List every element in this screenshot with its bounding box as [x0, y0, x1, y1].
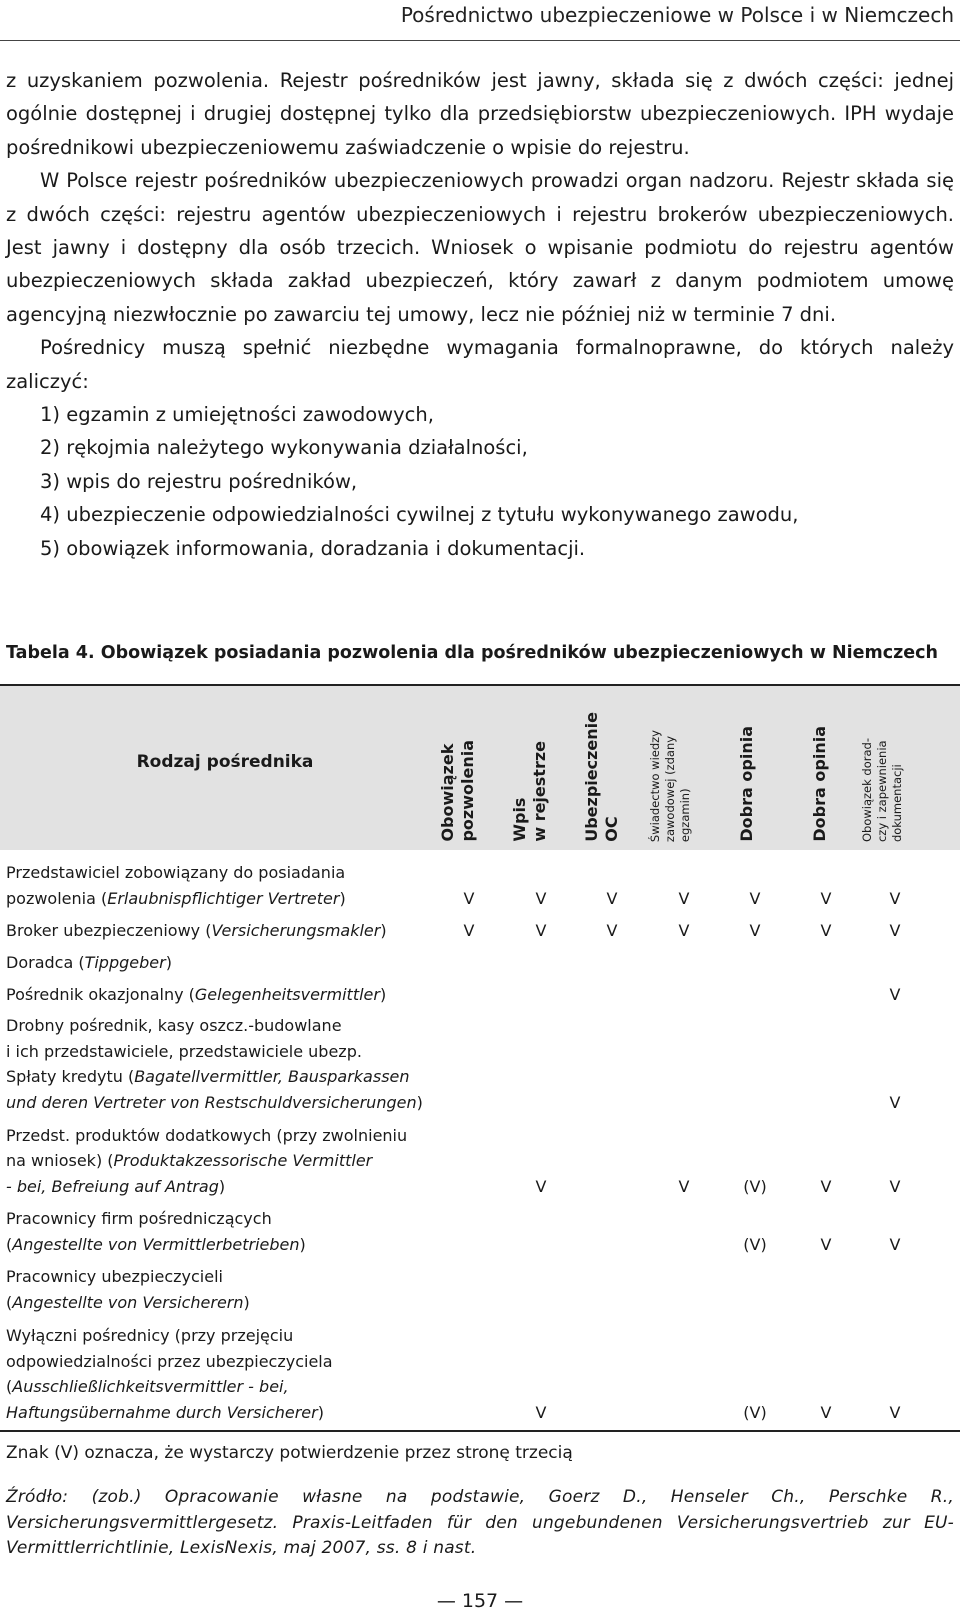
row-label-text: Przedst. produktów dodatkowych (przy zwolnieniu na wniosek) ( [6, 1125, 408, 1170]
column-header: Dobra opinia [810, 726, 829, 842]
source-citation: Źródło: (zob.) Opracowanie własne na podstawie, Goerz D., Henseler Ch., Perschke R., Versicherungsvermittlergesetz. Praxis-Leitfaden für den ungebundenen Versicherungsvertrieb zur EU-Vermittlerrichtlinie, LexisNexis, maj 2007, ss. 8 i nast. [6, 1487, 954, 1558]
table-row [0, 1261, 960, 1319]
requirement-item: 1) egzamin z umiejętności zawodowych, [40, 403, 434, 427]
requirement-item: 2) rękojmia należytego wykonywania działalności, [40, 436, 528, 460]
row-mark: V [889, 984, 901, 1004]
body-text [6, 64, 954, 565]
row-label [6, 1013, 423, 1115]
column-header: Wpis w rejestrze [510, 741, 549, 842]
row-label-tail: ) [243, 1292, 250, 1312]
row-label-german: Versicherungsmakler [211, 920, 381, 940]
row-mark: V [535, 1176, 547, 1196]
row-mark: V [463, 920, 475, 940]
row-label-tail: ) [218, 1176, 226, 1196]
row-label-tail: ) [317, 1402, 324, 1422]
row-mark: V [820, 920, 832, 940]
table-body [0, 857, 960, 1429]
row-label-german: Gelegenheitsvermittler [194, 984, 380, 1004]
row-label-tail: ) [380, 920, 387, 940]
column-header-kind: Rodzaj pośrednika [136, 752, 314, 772]
row-mark: V [889, 1092, 901, 1112]
row-label-tail: ) [165, 952, 172, 972]
row-label-german: Erlaubnispflichtiger Vertreter [107, 888, 340, 908]
requirement-item: 4) ubezpieczenie odpowiedzialności cywilnej z tytułu wykonywanego zawodu, [40, 503, 799, 527]
row-mark: V [889, 888, 901, 908]
row-label-text: Broker ubezpieczeniowy ( [6, 920, 212, 940]
table-row [0, 857, 960, 915]
row-label-text: Przedstawiciel zobowiązany do posiadania pozwolenia ( [6, 863, 346, 908]
row-mark: V [820, 1234, 832, 1254]
row-label-text: Pracownicy ubezpieczycieli ( [6, 1267, 223, 1312]
row-label-german: Ausschließlichkeitsvermittler - bei, Haftungsübernahme durch Versicherer [6, 1377, 318, 1422]
column-header: Obowiązek dorad- czy i zapewnienia dokumentacji [860, 737, 904, 842]
paragraph-3: Pośrednicy muszą spełnić niezbędne wymagania formalnoprawne, do których należy zaliczyć: [6, 336, 954, 393]
row-mark: V [678, 920, 690, 940]
row-label [6, 982, 386, 1008]
column-header: Obowiązek pozwolenia [438, 740, 477, 842]
row-label-german: Produktakzessorische Vermittler - bei, Befreiung auf Antrag [6, 1151, 373, 1196]
row-mark: V [820, 888, 832, 908]
row-mark: V [889, 1402, 901, 1422]
row-mark: (V) [743, 1402, 767, 1422]
row-mark: V [606, 888, 618, 908]
row-label-tail: ) [339, 888, 346, 908]
row-mark: V [889, 1176, 901, 1196]
row-mark: V [820, 1176, 832, 1196]
row-label-tail: ) [416, 1092, 423, 1112]
paragraph-2: W Polsce rejestr pośredników ubezpieczeniowych prowadzi organ nadzoru. Rejestr składa się z dwóch części: rejestru agentów ubezpieczeniowych i rejestru brokerów ubezpieczeniowych. Jest jawny i dostępny dla osób trzecich. Wniosek o wpisanie podmiotu do rejestru agentów ubezpieczeniowych składa zakład ubezpieczeń, który zawarł z danym podmiotem umowę agencyjną niezwłocznie po zawarciu tej umowy, lecz nie później niż w terminie 7 dni. [6, 169, 954, 326]
column-header: Dobra opinia [737, 726, 756, 842]
row-label [6, 918, 387, 944]
row-mark: V [535, 920, 547, 940]
row-label [6, 1206, 306, 1257]
requirement-item: 5) obowiązek informowania, doradzania i dokumentacji. [40, 536, 586, 560]
row-mark: V [749, 920, 761, 940]
table-note: Znak (V) oznacza, że wystarczy potwierdzenie przez stronę trzecią [6, 1443, 573, 1463]
row-mark: V [820, 1402, 832, 1422]
row-label-german: Angestellte von Versicherern [12, 1292, 244, 1312]
table-row [0, 915, 960, 947]
row-label-tail: ) [379, 984, 387, 1004]
table-row [0, 979, 960, 1011]
table-row [0, 1203, 960, 1261]
page-number: — 157 — [436, 1590, 524, 1612]
row-label [6, 1123, 407, 1200]
row-mark: V [678, 888, 690, 908]
row-mark: V [749, 888, 761, 908]
row-label-german: Bagatellvermittler, Bausparkassen und deren Vertreter von Restschuldversicherungen [6, 1067, 417, 1112]
requirements-list [6, 398, 954, 565]
table-row [0, 1319, 960, 1429]
row-mark: V [678, 1176, 690, 1196]
row-label [6, 860, 346, 911]
row-mark: V [535, 888, 547, 908]
row-label-german: Angestellte von Vermittlerbetrieben [12, 1234, 300, 1254]
row-mark: (V) [743, 1176, 767, 1196]
row-mark: V [463, 888, 475, 908]
table-bottom-rule [0, 1430, 960, 1432]
table-header [0, 686, 960, 850]
row-label-text: Wyłączni pośrednicy (przy przejęciu odpowiedzialności przez ubezpieczyciela ( [6, 1326, 333, 1396]
table-caption-text: Obowiązek posiadania pozwolenia dla pośredników ubezpieczeniowych w Niemczech [94, 643, 938, 663]
row-mark: V [889, 920, 901, 940]
row-label [6, 1323, 333, 1425]
running-header-title: Pośrednictwo ubezpieczeniowe w Polsce i w Niemczech [400, 3, 954, 27]
column-header: Świadectwo wiedzy zawodowej (zdany egzamin) [648, 729, 692, 842]
row-mark: V [889, 1234, 901, 1254]
row-label-text: Drobny pośrednik, kasy oszcz.-budowlane i ich przedstawiciele, przedstawiciele ubezp. Spłaty kredytu ( [6, 1016, 362, 1086]
table-row [0, 1011, 960, 1119]
row-label [6, 1264, 250, 1315]
requirement-item: 3) wpis do rejestru pośredników, [40, 469, 358, 493]
row-mark: (V) [743, 1234, 767, 1254]
table-row [0, 1119, 960, 1203]
row-label-text: Pracownicy firm pośredniczących ( [6, 1209, 272, 1254]
table-caption [6, 643, 938, 663]
row-label-german: Tippgeber [84, 952, 166, 972]
column-header: Ubezpieczenie OC [582, 712, 621, 842]
row-mark: V [606, 920, 618, 940]
row-label [6, 950, 172, 976]
row-mark: V [535, 1402, 547, 1422]
row-label-text: Doradca ( [6, 952, 85, 972]
paragraph-1: z uzyskaniem pozwolenia. Rejestr pośredników jest jawny, składa się z dwóch części: jednej ogólnie dostępnej i drugiej dostępnej tylko dla przedsiębiorstw ubezpieczeniowych. IPH wydaje pośrednikowi ubezpieczeniowemu zaświadczenie o wpisie do rejestru. [6, 69, 954, 159]
row-label-text: Pośrednik okazjonalny ( [6, 984, 195, 1004]
table-caption-label: Tabela 4. [6, 643, 95, 663]
running-header [0, 0, 960, 41]
table-row [0, 947, 960, 979]
row-label-tail: ) [299, 1234, 306, 1254]
